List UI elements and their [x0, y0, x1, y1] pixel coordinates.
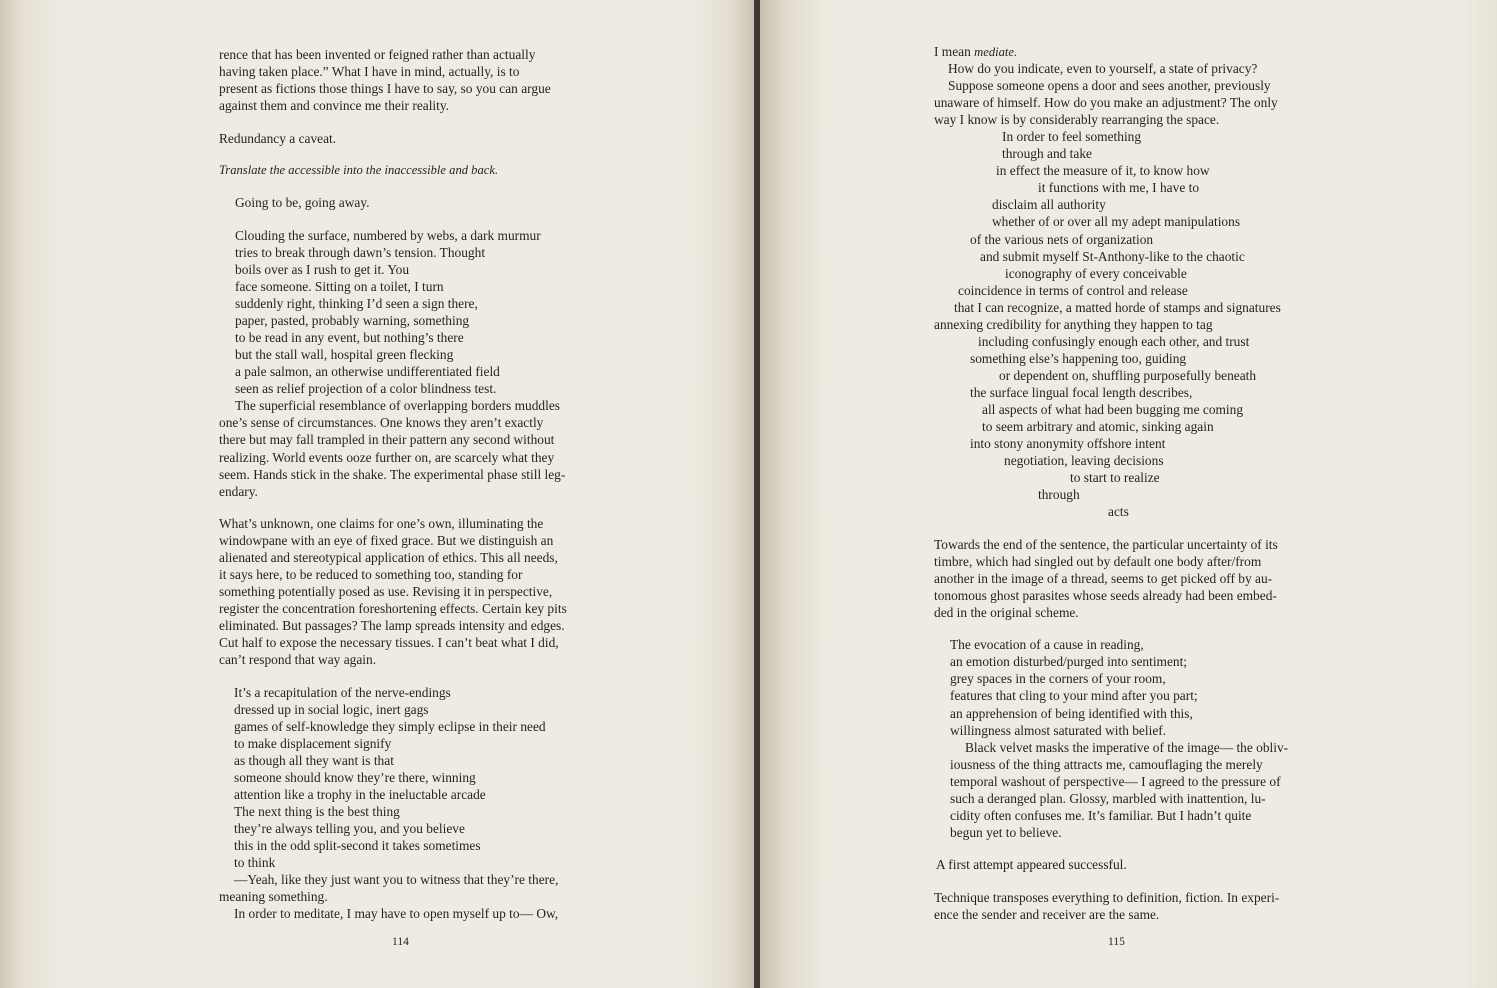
text-line	[934, 587, 1288, 604]
text-line-content: iconography of every conceivable	[1005, 265, 1187, 281]
paragraph-gap	[219, 147, 567, 162]
text-line-content: iousness of the thing attracts me, camouflaging the merely	[950, 756, 1263, 772]
text-line	[934, 705, 1288, 722]
paragraph-gap	[934, 621, 1288, 636]
text-line-content: to think	[234, 855, 276, 871]
text-line-content: unaware of himself. How do you make an adjustment? The only	[934, 95, 1278, 111]
text-line-content: another in the image of a thread, seems to get picked off by au-	[934, 570, 1273, 586]
text-line-content: seem. Hands stick in the shake. The experimental phase still leg-	[219, 466, 566, 482]
text-line	[934, 43, 1288, 60]
text-line	[934, 756, 1288, 773]
text-line-content: against them and convince me their reality.	[219, 98, 450, 114]
text-line-content: boils over as I rush to get it. You	[235, 261, 410, 277]
text-line	[934, 111, 1288, 128]
text-line-content: dressed up in social logic, inert gags	[234, 701, 429, 717]
text-line	[934, 179, 1288, 196]
text-line-content: endary.	[219, 483, 258, 499]
text-line	[219, 227, 567, 244]
text-line	[934, 824, 1288, 841]
text-line	[934, 570, 1288, 587]
text-line	[934, 94, 1288, 111]
text-line-content: there but may fall trampled in their pattern any second without	[219, 432, 555, 448]
text-line-content: Black velvet masks the imperative of the image— the obliv-	[965, 739, 1289, 755]
text-line-content: Technique transposes everything to definition, fiction. In experi-	[934, 889, 1280, 905]
text-line	[219, 786, 567, 803]
text-line	[934, 213, 1288, 230]
text-line-content: including confusingly enough each other, and trust	[978, 333, 1250, 349]
text-line	[219, 803, 567, 820]
text-line-content: Redundancy a caveat.	[219, 130, 337, 146]
text-line-content: —Yeah, like they just want you to witness that they’re there,	[234, 872, 559, 888]
text-line	[934, 604, 1288, 621]
left-page-text	[219, 46, 567, 923]
text-line	[934, 401, 1288, 418]
text-line-content: they’re always telling you, and you believe	[234, 821, 465, 837]
text-line	[219, 651, 567, 668]
text-line-content: ded in the original scheme.	[934, 604, 1079, 620]
text-line	[219, 194, 567, 211]
paragraph-gap	[219, 212, 567, 227]
text-line	[219, 701, 567, 718]
text-line	[934, 196, 1288, 213]
paragraph-gap	[219, 114, 567, 129]
text-line	[934, 282, 1288, 299]
paragraph-gap	[934, 841, 1288, 856]
text-line-content: this in the odd split-second it takes sometimes	[234, 838, 481, 854]
text-line-content: paper, pasted, probably warning, something	[235, 313, 470, 329]
text-line	[219, 329, 567, 346]
text-line	[934, 553, 1288, 570]
text-line-content: something else’s happening too, guiding	[970, 350, 1187, 366]
text-line	[934, 889, 1288, 906]
text-line-content: Towards the end of the sentence, the particular uncertainty of its	[934, 536, 1278, 552]
text-line	[934, 503, 1288, 520]
text-line	[934, 469, 1288, 486]
text-line-content: but the stall wall, hospital green flecking	[235, 347, 454, 363]
text-line	[219, 312, 567, 329]
text-line-content: willingness almost saturated with belief.	[950, 722, 1167, 738]
text-line	[219, 634, 567, 651]
paragraph-gap	[934, 873, 1288, 888]
text-line	[219, 837, 567, 854]
text-line-content: rence that has been invented or feigned rather than actually	[219, 47, 536, 62]
text-line	[934, 77, 1288, 94]
text-line-content: annexing credibility for anything they happen to tag	[934, 316, 1213, 332]
text-line	[219, 261, 567, 278]
text-line-content: a pale salmon, an otherwise undifferentiated field	[235, 364, 500, 380]
text-line-content: whether of or over all my adept manipulations	[992, 214, 1241, 230]
text-line-content: windowpane with an eye of fixed grace. But we distinguish an	[219, 533, 554, 549]
text-line-content: seen as relief projection of a color blindness test.	[235, 381, 497, 397]
text-line-content: What’s unknown, one claims for one’s own, illuminating the	[219, 516, 544, 532]
text-line-content: In order to feel something	[1002, 129, 1142, 145]
text-line	[219, 397, 567, 414]
text-line	[934, 807, 1288, 824]
text-line	[934, 435, 1288, 452]
text-line	[219, 97, 567, 114]
text-line	[219, 295, 567, 312]
italic-word: mediate.	[974, 45, 1018, 59]
text-line	[934, 265, 1288, 282]
text-line	[934, 350, 1288, 367]
text-line-content: to be read in any event, but nothing’s there	[235, 330, 464, 346]
text-line-content: Going to be, going away.	[235, 195, 370, 211]
text-line-content: features that cling to your mind after you part;	[950, 688, 1198, 704]
text-line-content: the surface lingual focal length describes,	[970, 384, 1193, 400]
text-line-content: having taken place.” What I have in mind, actually, is to	[219, 64, 520, 80]
text-line-content: negotiation, leaving decisions	[1004, 453, 1164, 469]
text-line-content: acts	[1108, 504, 1129, 520]
text-line-content: Cut half to expose the necessary tissues. I can’t beat what I did,	[219, 635, 559, 651]
text-line	[934, 739, 1288, 756]
text-line-content: of the various nets of organization	[970, 231, 1154, 247]
text-line-content: into stony anonymity offshore intent	[970, 436, 1166, 452]
text-line	[219, 871, 567, 888]
text-line-content: in effect the measure of it, to know how	[996, 163, 1210, 179]
text-line-content: to start to realize	[1070, 470, 1160, 486]
text-line-content: alienated and stereotypical application of ethics. This all needs,	[219, 550, 558, 566]
text-line	[934, 452, 1288, 469]
text-line	[934, 536, 1288, 553]
text-line-content: such a deranged plan. Glossy, marbled with inattention, lu-	[950, 790, 1266, 806]
text-line	[934, 486, 1288, 503]
text-line-content: begun yet to believe.	[950, 824, 1062, 840]
text-line	[219, 63, 567, 80]
text-line	[219, 483, 567, 500]
text-line	[219, 244, 567, 261]
text-line	[219, 549, 567, 566]
text-line-content: can’t respond that way again.	[219, 652, 377, 668]
text-line	[934, 145, 1288, 162]
text-line-content: tonomous ghost parasites whose seeds already had been embed-	[934, 587, 1277, 603]
text-line	[934, 653, 1288, 670]
text-line	[219, 735, 567, 752]
text-line	[934, 333, 1288, 350]
text-line	[219, 380, 567, 397]
text-line-content: something potentially posed as use. Revising it in perspective,	[219, 584, 553, 600]
text-line	[934, 906, 1288, 923]
text-line	[219, 820, 567, 837]
text-line-content: all aspects of what had been bugging me coming	[982, 401, 1244, 417]
text-line-content: someone should know they’re there, winning	[234, 770, 476, 786]
page-number-left: 114	[392, 936, 409, 948]
text-line-content: face someone. Sitting on a toilet, I turn	[235, 279, 444, 295]
text-line-content: coincidence in terms of control and release	[958, 282, 1188, 298]
page-number-right: 115	[1108, 936, 1125, 948]
text-line	[219, 363, 567, 380]
text-line-content: attention like a trophy in the ineluctable arcade	[234, 787, 486, 803]
text-line-content: timbre, which had singled out by default one body after/from	[934, 553, 1262, 569]
text-line	[934, 670, 1288, 687]
text-line-content: as though all they want is that	[234, 753, 394, 769]
text-line-content: way I know is by considerably rearranging the space.	[934, 112, 1220, 128]
right-page	[760, 0, 1497, 988]
text-line	[219, 718, 567, 735]
text-line-content: to seem arbitrary and atomic, sinking again	[982, 419, 1214, 435]
text-line-content: an emotion disturbed/purged into sentiment;	[950, 654, 1188, 670]
text-line-content: and submit myself St-Anthony-like to the chaotic	[980, 248, 1245, 264]
right-page-text	[934, 43, 1288, 923]
paragraph-gap	[219, 500, 567, 515]
paragraph-gap	[934, 520, 1288, 535]
text-line	[219, 583, 567, 600]
text-line	[219, 431, 567, 448]
text-line	[219, 600, 567, 617]
text-line	[934, 722, 1288, 739]
text-line-content: suddenly right, thinking I’d seen a sign there,	[235, 296, 478, 312]
text-line	[219, 905, 567, 922]
text-line-content: to make displacement signify	[234, 735, 392, 751]
text-line	[934, 636, 1288, 653]
text-line-content: Translate the accessible into the inaccessible and back.	[219, 163, 499, 178]
text-line	[219, 888, 567, 905]
text-line	[219, 617, 567, 634]
text-line	[219, 566, 567, 583]
text-line	[934, 367, 1288, 384]
text-line	[934, 231, 1288, 248]
text-line-content: temporal washout of perspective— I agreed to the pressure of	[950, 773, 1281, 789]
text-line	[934, 790, 1288, 807]
text-line	[219, 466, 567, 483]
text-line	[219, 515, 567, 532]
text-line	[934, 60, 1288, 77]
text-line	[219, 278, 567, 295]
text-line-content: disclaim all authority	[992, 197, 1106, 213]
text-line-content: eliminated. But passages? The lamp spreads intensity and edges.	[219, 618, 565, 634]
text-line	[219, 130, 567, 147]
text-line-content: present as fictions those things I have to say, so you can argue	[219, 81, 551, 97]
text-line-content: an apprehension of being identified with this,	[950, 705, 1193, 721]
text-line	[934, 384, 1288, 401]
text-line-content: cidity often confuses me. It’s familiar. But I hadn’t quite	[950, 807, 1252, 823]
text-line-content: it says here, to be reduced to something too, standing for	[219, 567, 523, 583]
text-line	[934, 687, 1288, 704]
text-line-content: Suppose someone opens a door and sees another, previously	[948, 78, 1271, 94]
text-line-content: through and take	[1002, 146, 1092, 162]
text-line-content: Clouding the surface, numbered by webs, a dark murmur	[235, 227, 541, 243]
paragraph-gap	[219, 668, 567, 683]
text-line-content: register the concentration foreshortening effects. Certain key pits	[219, 601, 567, 617]
text-line	[934, 418, 1288, 435]
text-line	[219, 449, 567, 466]
text-line-content: or dependent on, shuffling purposefully beneath	[999, 367, 1257, 383]
text-line-content: grey spaces in the corners of your room,	[950, 671, 1166, 687]
text-line	[219, 769, 567, 786]
text-line-content: A first attempt appeared successful.	[936, 857, 1127, 873]
text-line	[934, 128, 1288, 145]
text-line-content: that I can recognize, a matted horde of stamps and signatures	[954, 299, 1281, 315]
text-line	[934, 856, 1288, 873]
text-line	[219, 854, 567, 871]
text-line-content: games of self-knowledge they simply eclipse in their need	[234, 718, 546, 734]
text-line	[219, 532, 567, 549]
text-line	[219, 752, 567, 769]
text-line-content: The superficial resemblance of overlapping borders muddles	[235, 398, 560, 414]
text-line-content: through	[1038, 487, 1080, 503]
text-line	[934, 162, 1288, 179]
text-line-content: ence the sender and receiver are the same.	[934, 906, 1160, 922]
text-line-content: How do you indicate, even to yourself, a state of privacy?	[948, 61, 1258, 77]
text-line	[934, 773, 1288, 790]
text-line	[219, 684, 567, 701]
text-line	[219, 46, 567, 63]
text-line-content: tries to break through dawn’s tension. Thought	[235, 244, 486, 260]
text-line-content: It’s a recapitulation of the nerve-endings	[234, 684, 451, 700]
text-line-content: meaning something.	[219, 889, 328, 905]
text-line	[934, 248, 1288, 265]
text-line-content: In order to meditate, I may have to open myself up to— Ow,	[234, 906, 559, 922]
text-line	[219, 162, 567, 179]
text-line-content: The next thing is the best thing	[234, 804, 400, 820]
text-line-content: realizing. World events ooze further on, are scarcely what they	[219, 449, 555, 465]
text-line-content: I mean	[934, 44, 975, 59]
text-line	[934, 299, 1288, 316]
text-line	[219, 414, 567, 431]
text-line-content: one’s sense of circumstances. One knows they aren’t exactly	[219, 415, 544, 431]
text-line-content: it functions with me, I have to	[1038, 180, 1200, 196]
paragraph-gap	[219, 179, 567, 194]
text-line	[934, 316, 1288, 333]
text-line-content: The evocation of a cause in reading,	[950, 637, 1144, 653]
text-line	[219, 80, 567, 97]
text-line	[219, 346, 567, 363]
